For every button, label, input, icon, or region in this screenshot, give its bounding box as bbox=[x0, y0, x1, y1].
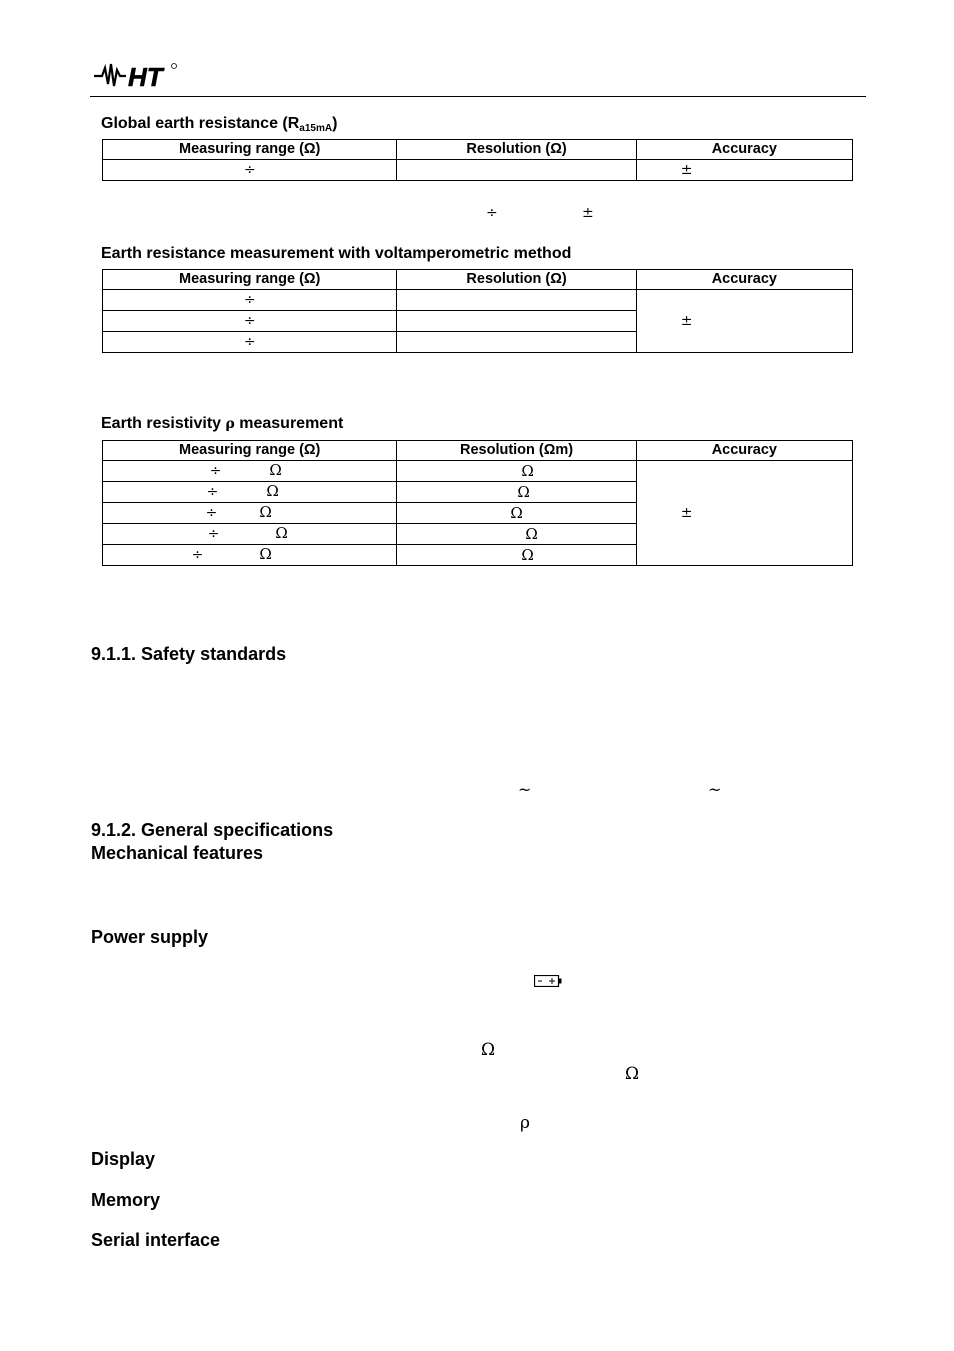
col-header-range: Measuring range (Ω) bbox=[103, 140, 397, 160]
table-row: ÷ Ω Ω bbox=[103, 524, 853, 545]
col-header-accuracy: Accuracy bbox=[636, 140, 852, 160]
general-specifications-heading: 9.1.2. General specifications bbox=[91, 820, 334, 840]
accuracy-symbol: ± bbox=[680, 313, 693, 329]
ht-logo bbox=[92, 56, 178, 92]
table2-title: Earth resistance measurement with voltamperometric method bbox=[101, 245, 572, 262]
omega-symbol: Ω bbox=[259, 503, 272, 521]
memory-heading: Memory bbox=[91, 1190, 161, 1210]
note-divide-symbol: ÷ bbox=[486, 205, 498, 221]
omega-symbol: Ω bbox=[521, 545, 534, 564]
earth-resistivity-table bbox=[102, 440, 853, 566]
accuracy-symbol: ± bbox=[680, 505, 693, 521]
table-row: ÷ Ω Ω bbox=[103, 503, 853, 524]
omega-symbol: Ω bbox=[266, 482, 279, 500]
omega-symbol: Ω bbox=[510, 503, 523, 522]
table3-title: Earth resistivity ρ measurement bbox=[101, 415, 344, 432]
power-supply-heading: Power supply bbox=[91, 927, 209, 947]
omega-symbol: Ω bbox=[625, 1064, 640, 1084]
col-header-resolution: Resolution (Ωm) bbox=[397, 441, 636, 461]
brand-text: HT bbox=[128, 62, 163, 92]
col-header-resolution: Resolution (Ω) bbox=[397, 140, 636, 160]
range-divide-symbol: ÷ bbox=[243, 162, 256, 178]
mechanical-features-heading: Mechanical features bbox=[91, 843, 264, 863]
omega-symbol: Ω bbox=[525, 524, 538, 543]
omega-symbol: Ω bbox=[481, 1040, 496, 1060]
rho-symbol: ρ bbox=[520, 1113, 530, 1133]
omega-symbol: Ω bbox=[521, 461, 534, 480]
header-rule bbox=[90, 96, 866, 97]
col-header-range: Measuring range (Ω) bbox=[103, 441, 397, 461]
safety-standards-heading: 9.1.1. Safety standards bbox=[91, 644, 287, 664]
table-row: ÷ Ω Ω ± bbox=[103, 461, 853, 482]
col-header-resolution: Resolution (Ω) bbox=[397, 270, 636, 290]
omega-symbol: Ω bbox=[269, 461, 282, 479]
omega-symbol: Ω bbox=[259, 545, 272, 563]
tilde-symbol: ~ bbox=[708, 780, 722, 799]
battery-icon bbox=[534, 975, 562, 987]
table1-title: Global earth resistance $(R_{a15mA})$ bbox=[101, 115, 338, 134]
range-divide-symbol: ÷ bbox=[243, 313, 256, 329]
voltamperometric-table bbox=[102, 269, 853, 353]
omega-symbol: Ω bbox=[517, 482, 530, 501]
col-header-accuracy: Accuracy bbox=[636, 270, 852, 290]
range-divide-symbol: ÷ bbox=[243, 334, 256, 350]
global-earth-resistance-table bbox=[102, 139, 853, 181]
table-row: ÷ Ω Ω bbox=[103, 545, 853, 566]
col-header-accuracy: Accuracy bbox=[636, 441, 852, 461]
col-header-range: Measuring range (Ω) bbox=[103, 270, 397, 290]
tilde-symbol: ~ bbox=[518, 780, 532, 799]
serial-interface-heading: Serial interface bbox=[91, 1230, 221, 1250]
table-row bbox=[103, 290, 853, 311]
table-row bbox=[103, 160, 853, 181]
omega-symbol: Ω bbox=[275, 524, 288, 542]
display-heading: Display bbox=[91, 1149, 156, 1169]
accuracy-symbol: ± bbox=[680, 162, 693, 178]
range-divide-symbol: ÷ bbox=[243, 292, 256, 308]
table-row: ÷ Ω Ω bbox=[103, 482, 853, 503]
note-pm-symbol: ± bbox=[582, 205, 594, 221]
